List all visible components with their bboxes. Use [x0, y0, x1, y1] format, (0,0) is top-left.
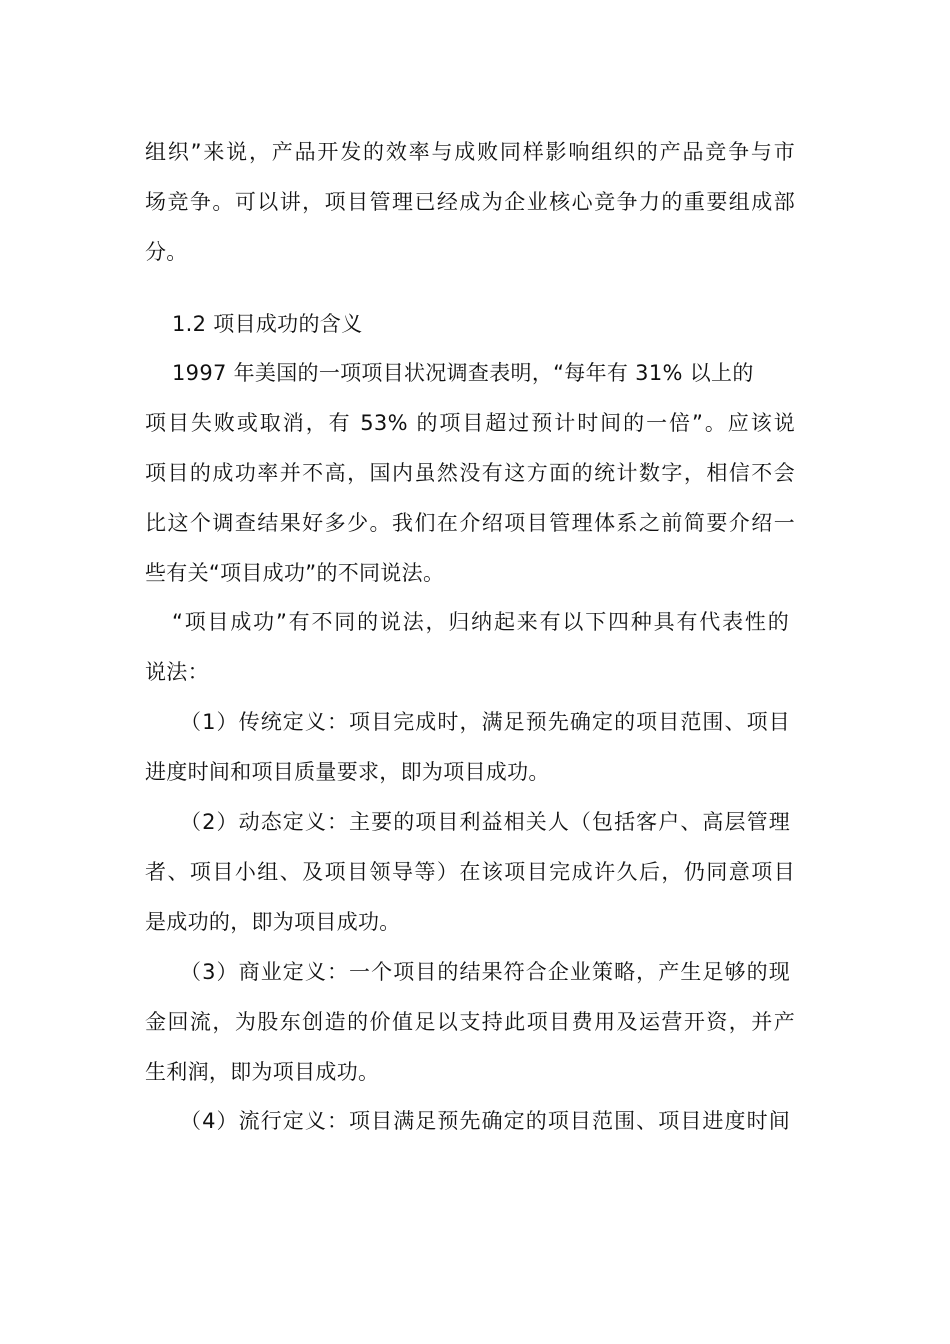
paragraph-line: 些有关“项目成功”的不同说法。 — [145, 561, 445, 585]
section-heading: 1.2 项目成功的含义 — [172, 312, 363, 336]
paragraph-line: “项目成功”有不同的说法，归纳起来有以下四种具有代表性的 — [172, 610, 789, 634]
definition-line: 进度时间和项目质量要求，即为项目成功。 — [145, 760, 550, 784]
paragraph-line: 项目的成功率并不高，国内虽然没有这方面的统计数字，相信不会 — [145, 461, 795, 485]
definition-line: 生利润，即为项目成功。 — [145, 1060, 380, 1084]
definition-line: 是成功的，即为项目成功。 — [145, 910, 401, 934]
paragraph-line: 项目失败或取消，有 53% 的项目超过预计时间的一倍”。应该说 — [145, 411, 795, 435]
paragraph-line: 分。 — [145, 240, 188, 264]
paragraph-line: 说法： — [145, 660, 209, 684]
definition-line: （2）动态定义：主要的项目利益相关人（包括客户、高层管理 — [180, 810, 790, 834]
definition-line: （4）流行定义：项目满足预先确定的项目范围、项目进度时间 — [180, 1109, 790, 1133]
definition-line: （3）商业定义：一个项目的结果符合企业策略，产生足够的现 — [180, 960, 790, 984]
paragraph-line: 1997 年美国的一项项目状况调查表明，“每年有 31% 以上的 — [172, 361, 754, 385]
definition-line: （1）传统定义：项目完成时，满足预先确定的项目范围、项目 — [180, 710, 790, 734]
paragraph-line: 比这个调查结果好多少。我们在介绍项目管理体系之前简要介绍一 — [145, 511, 795, 535]
paragraph-line: 组织”来说，产品开发的效率与成败同样影响组织的产品竞争与市 — [145, 140, 795, 164]
paragraph-line: 场竞争。可以讲，项目管理已经成为企业核心竞争力的重要组成部 — [145, 190, 795, 214]
definition-line: 金回流，为股东创造的价值足以支持此项目费用及运营开资，并产 — [145, 1010, 795, 1034]
definition-line: 者、项目小组、及项目领导等）在该项目完成许久后，仍同意项目 — [145, 860, 795, 884]
